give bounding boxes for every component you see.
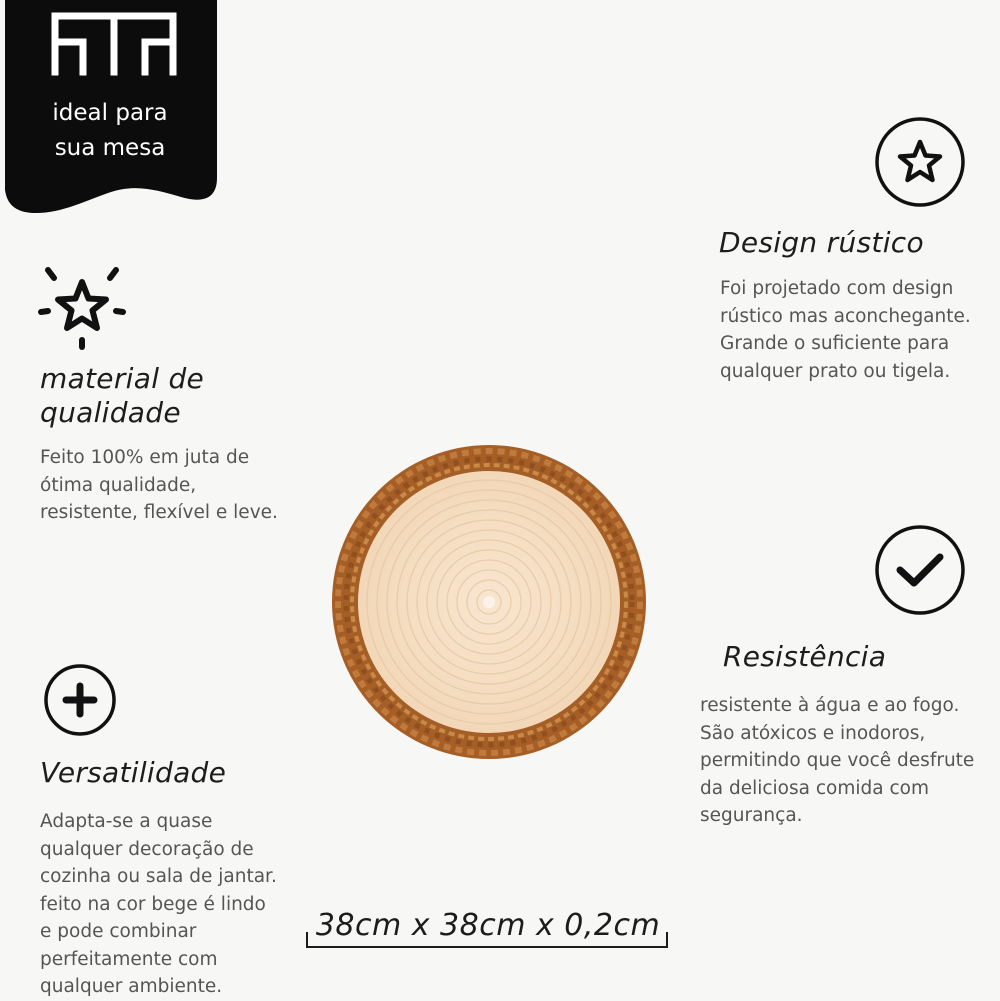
feature-description-resistance [700,692,974,830]
tagline-line: ideal para [52,100,168,126]
brand-logo [51,12,177,76]
description-line: qualquer decoração de [40,838,254,860]
description-line: resistente, flexível e leve. [40,502,278,523]
feature-title-versatility: Versatilidade [40,756,227,789]
description-line: permitindo que você desfrute [700,750,975,771]
feature-title-resistance: Resistência [723,640,887,673]
description-line: Grande o suficiente para [720,333,950,354]
brand-badge [5,0,221,216]
star-circle-icon [874,116,966,208]
dimensions-measurement [306,906,670,952]
sparkle-star-icon [36,262,128,350]
description-line: Foi projetado com design [720,278,954,299]
dimensions-label: 38cm x 38cm x 0,2cm [315,908,661,943]
brand-tagline [5,96,215,166]
description-line: qualquer ambiente. [40,976,223,997]
feature-title-design: Design rústico [719,226,924,259]
title-line: qualidade [40,396,181,429]
description-line: feito na cor bege é lindo [40,893,266,915]
description-line: qualquer prato ou tigela. [720,360,951,382]
description-line: segurança. [700,805,803,826]
description-line: São atóxicos e inodoros, [700,722,926,744]
feature-description-versatility [40,808,277,1001]
jute-placemat-image [330,444,648,760]
feature-title-material [40,362,204,430]
description-line: cozinha ou sala de jantar. [40,866,277,887]
description-line: rústico mas aconchegante. [720,305,971,327]
dimension-line [306,946,668,948]
description-line: ótima qualidade, [40,474,197,496]
check-circle-icon [874,524,966,616]
feature-description-design [720,275,971,385]
plus-circle-icon [43,663,117,737]
description-line: da deliciosa comida com [700,777,929,799]
description-line: resistente à água e ao fogo. [700,695,960,716]
title-line: material de [40,362,205,395]
description-line: perfeitamente com [40,948,218,970]
dimension-tick-left [306,932,308,948]
description-line: Feito 100% em juta de [40,447,250,468]
tagline-line: sua mesa [54,135,166,161]
description-line: e pode combinar [40,921,197,942]
dimension-tick-right [666,932,668,948]
description-line: Adapta-se a quase [40,811,213,832]
feature-description-material [40,444,278,527]
